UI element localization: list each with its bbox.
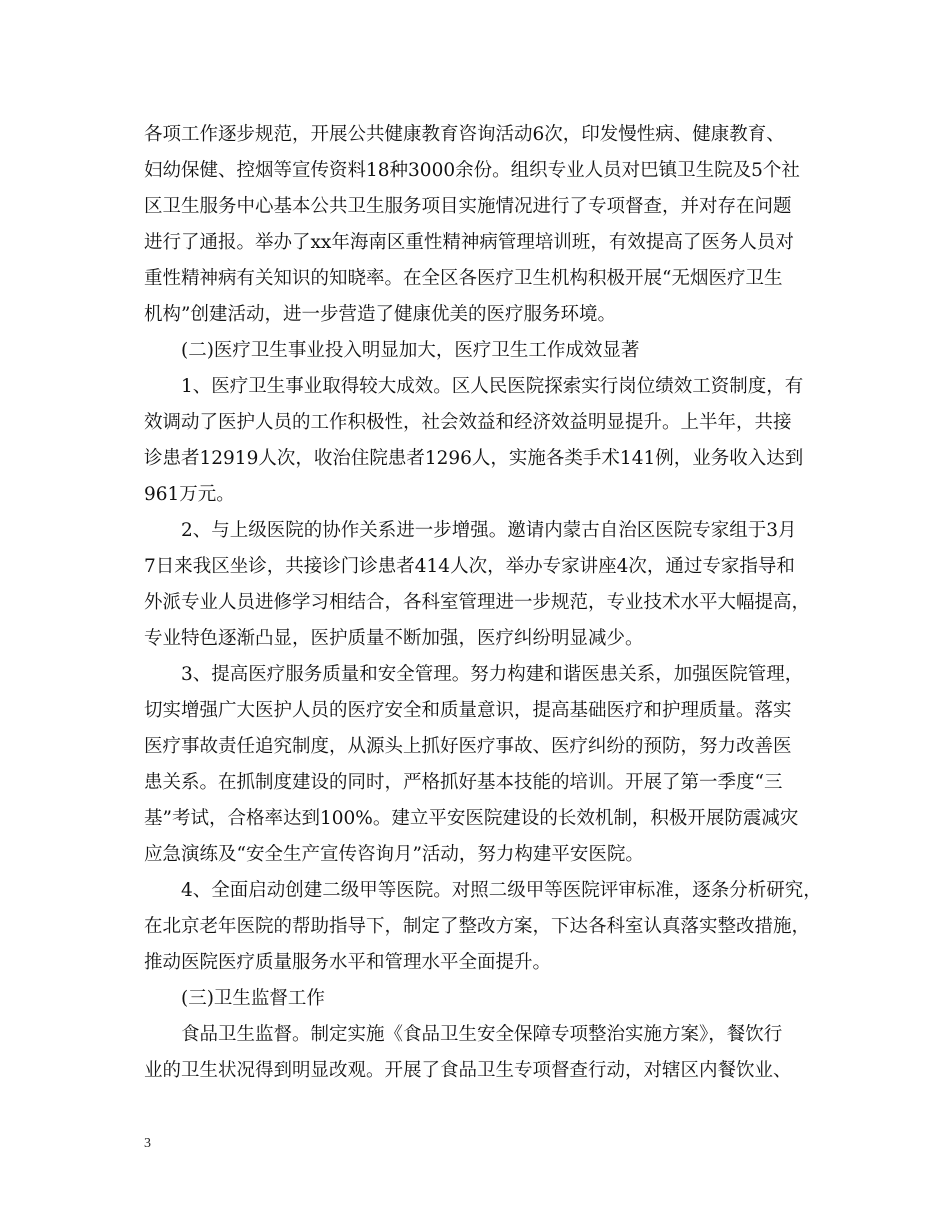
text-line: 重性精神病有关知识的知晓率。在全区各医疗卫生机构积极开展“无烟医疗卫生: [144, 268, 783, 289]
document-body: [144, 117, 822, 1089]
text-line: 1、医疗卫生事业取得较大成效。区人民医院探索实行岗位绩效工资制度，有: [181, 376, 804, 397]
text-line: 食品卫生监督。制定实施《食品卫生安全保障专项整治实施方案》，餐饮行: [181, 1024, 783, 1045]
text-line: 应急演练及“安全生产宣传咨询月”活动，努力构建平安医院。: [144, 844, 644, 865]
text-line: 3、提高医疗服务质量和安全管理。努力构建和谐医患关系，加强医院管理，: [181, 664, 804, 685]
text-line: 效调动了医护人员的工作积极性，社会效益和经济效益明显提升。上半年，共接: [144, 412, 792, 433]
text-line: 在北京老年医院的帮助指导下，制定了整改方案，下达各科室认真落实整改措施，: [144, 916, 811, 937]
text-line: 2、与上级医院的协作关系进一步增强。邀请内蒙古自治区医院专家组于3月: [181, 520, 797, 541]
text-line: 4、全面启动创建二级甲等医院。对照二级甲等医院评审标准，逐条分析研究，: [181, 880, 822, 901]
text-line: 推动医院医疗质量服务水平和管理水平全面提升。: [144, 952, 552, 973]
text-line: 患关系。在抓制度建设的同时，严格抓好基本技能的培训。开展了第一季度“三: [144, 772, 783, 793]
text-line: 业的卫生状况得到明显改观。开展了食品卫生专项督查行动，对辖区内餐饮业、: [144, 1060, 792, 1081]
text-line: (二)医疗卫生事业投入明显加大，医疗卫生工作成效显著: [181, 340, 640, 361]
text-line: 961万元。: [144, 484, 235, 505]
text-line: 切实增强广大医护人员的医疗安全和质量意识，提高基础医疗和护理质量。落实: [144, 700, 792, 721]
text-line: 妇幼保健、控烟等宣传资料18种3000余份。组织专业人员对巴镇卫生院及5个社: [144, 160, 800, 181]
text-line: 进行了通报。举办了xx年海南区重性精神病管理培训班，有效提高了医务人员对: [144, 232, 794, 253]
text-line: 外派专业人员进修学习相结合，各科室管理进一步规范，专业技术水平大幅提高，: [144, 592, 811, 613]
page-number: 3: [144, 1136, 151, 1151]
text-line: 机构”创建活动，进一步营造了健康优美的医疗服务环境。: [144, 304, 616, 325]
text-line: (三)卫生监督工作: [181, 988, 325, 1009]
text-line: 区卫生服务中心基本公共卫生服务项目实施情况进行了专项督查，并对存在问题: [144, 196, 792, 217]
text-line: 各项工作逐步规范，开展公共健康教育咨询活动6次，印发慢性病、健康教育、: [144, 124, 785, 145]
text-line: 7日来我区坐诊，共接诊门诊患者414人次，举办专家讲座4次，通过专家指导和: [144, 556, 795, 577]
text-line: 诊患者12919人次，收治住院患者1296人，实施各类手术141例，业务收入达到: [144, 448, 804, 469]
text-line: 专业特色逐渐凸显，医护质量不断加强，医疗纠纷明显减少。: [144, 628, 644, 649]
text-line: 基”考试，合格率达到100%。建立平安医院建设的长效机制，积极开展防震减灾: [144, 808, 799, 829]
text-line: 医疗事故责任追究制度，从源头上抓好医疗事故、医疗纠纷的预防，努力改善医: [144, 736, 792, 757]
